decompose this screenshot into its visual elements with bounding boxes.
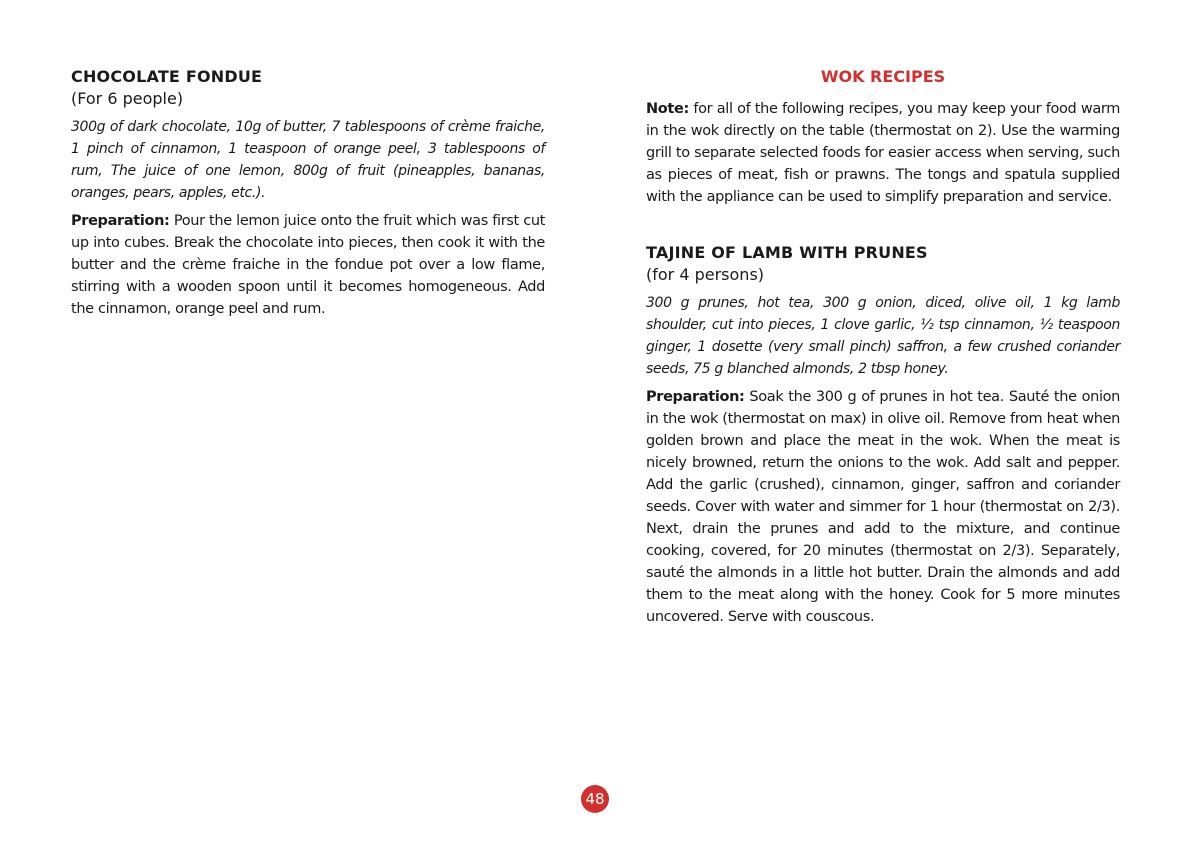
- preparation-text: Soak the 300 g of prunes in hot tea. Sauté the onion in the wok (thermostat on max) in olive oil. Remove from heat when golden brown and place the meat in the wok. When the meat is nicely browned, return the onions to the wok. Add salt and pepper. Add the garlic (crushed), cinnamon, ginger, saffron and coriander seeds. Cover with water and simmer for 1 hour (thermostat on 2/3). Next, drain the prunes and add to the mixture, and continue cooking, covered, for 20 minutes (thermostat on 2/3). Separately, sauté the almonds in a little hot butter. Drain the almonds and add them to the meat along with the honey. Cook for 5 more minutes uncovered. Serve with couscous.: [646, 389, 1120, 625]
- wok-recipes-heading: WOK RECIPES: [820, 67, 946, 86]
- tajine-title: TAJINE OF LAMB WITH PRUNES: [646, 243, 928, 262]
- left-column: [71, 66, 545, 320]
- page-number-badge: 48: [581, 785, 609, 813]
- chocolate-fondue-ingredients: 300g of dark chocolate, 10g of butter, 7 tablespoons of crème fraiche, 1 pinch of cinnamon, 1 teaspoon of orange peel, 3 tablespoons of rum, The juice of one lemon, 800g of fruit (pineapples, bananas, oranges, pears, apples, etc.).: [71, 119, 545, 201]
- preparation-label: Preparation:: [646, 389, 745, 405]
- tajine-servings: (for 4 persons): [646, 265, 765, 284]
- preparation-label: Preparation:: [71, 213, 170, 229]
- note-label: Note:: [646, 101, 689, 117]
- wok-note: [646, 98, 1120, 208]
- preparation-text: Pour the lemon juice onto the fruit which was first cut up into cubes. Break the chocolate into pieces, then cook it with the butter and the crème fraiche in the fondue pot over a low flame, stirring with a wooden spoon until it becomes homogeneous. Add the cinnamon, orange peel and rum.: [71, 213, 545, 317]
- chocolate-fondue-title: CHOCOLATE FONDUE: [71, 67, 263, 86]
- tajine-ingredients: 300 g prunes, hot tea, 300 g onion, diced, olive oil, 1 kg lamb shoulder, cut into pieces, 1 clove garlic, ½ tsp cinnamon, ½ teaspoon ginger, 1 dosette (very small pinch) saffron, a few crushed coriander seeds, 75 g blanched almonds, 2 tbsp honey.: [646, 295, 1120, 377]
- note-text: for all of the following recipes, you may keep your food warm in the wok directly on the table (thermostat on 2). Use the warming grill to separate selected foods for easier access when serving, such as pieces of meat, fish or prawns. The tongs and spatula supplied with the appliance can be used to simplify preparation and service.: [646, 101, 1120, 205]
- section-spacer: [646, 208, 1120, 242]
- chocolate-fondue-preparation: [71, 210, 545, 320]
- tajine-preparation: [646, 386, 1120, 628]
- chocolate-fondue-servings: (For 6 people): [71, 89, 184, 108]
- right-column: [646, 66, 1120, 628]
